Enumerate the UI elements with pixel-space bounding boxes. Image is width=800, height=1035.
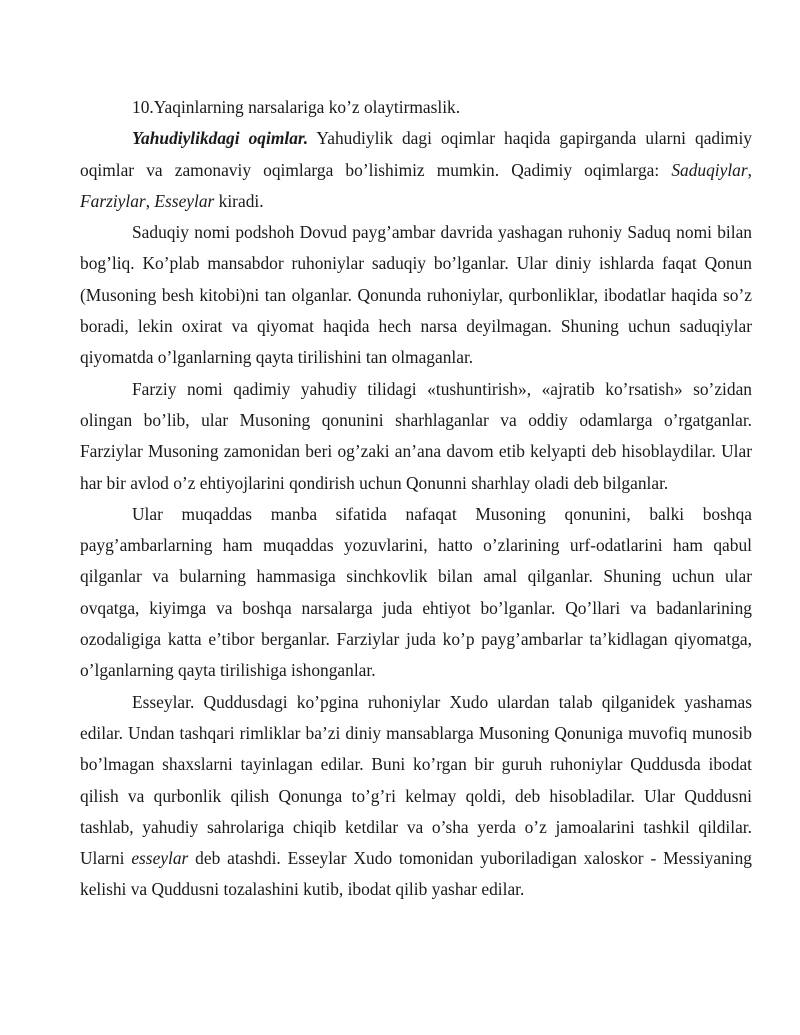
paragraph-text: kiradi.: [214, 190, 264, 211]
section-heading: Yahudiylikdagi oqimlar.: [132, 128, 309, 149]
document-page: [80, 92, 752, 906]
term-esseylar-italic: esseylar: [131, 848, 189, 869]
separator: ,: [747, 159, 752, 180]
paragraph-farziylar: Farziy nomi qadimiy yahudiy tilidagi «tushuntirish», «ajratib ko’rsatish» so’zidan olingan bo’lib, ular Musoning qonunini sharhlaganlar va oddiy odamlarga o’rgatganlar. Farziylar Musoning zamonidan beri og’zaki an’ana davom etib kelyapti deb hisoblaydilar. Ular har bir avlod o’z ehtiyojlarini qondirish uchun Qonunni sharhlay oladi deb bilganlar.: [80, 378, 752, 493]
paragraph-farziylar-beliefs: Ular muqaddas manba sifatida nafaqat Musoning qonunini, balki boshqa payg’ambarlarning ham muqaddas yozuvlarini, hatto o’zlarining urf-odatlarini ham qabul qilganlar va bularning hammasiga sinchkovlik bilan amal qilganlar. Shuning uchun ular ovqatga, kiyimga va boshqa narsalarga juda ehtiyot bo’lganlar. Qo’llari va badanlarining ozodaligiga katta e’tibor berganlar. Farziylar juda ko’p payg’ambarlar ta’kidlagan qiyomatga, o’lganlarning qayta tirilishiga ishonganlar.: [80, 503, 752, 681]
term-saduqiylar: Saduqiylar: [671, 159, 748, 180]
term-farziylar: Farziylar: [80, 190, 146, 211]
paragraph-text: Esseylar. Quddusdagi ko’pgina ruhoniylar Xudo ulardan talab qilganidek yashamas edilar. Undan tashqari rimliklar ba’zi diniy mansablarga Musoning Qonuniga muvofiq munosib bo’lmagan shaxslarni tayinlagan edilar. Buni ko’rgan bir guruh ruhoniylar Quddusda ibodat qilish va qurbonlik qilish Qonunga to’g’ri kelmay qoldi, deb hisobladilar. Ular Quddusni tashlab, yahudiy sahrolariga chiqib ketdilar va o’sha yerda o’z jamoalarini tashkil qildilar. Ularni: [80, 691, 752, 869]
paragraph-esseylar: [80, 687, 752, 906]
list-item-text: 10.Yaqinlarning narsalariga ko’z olaytirmaslik.: [132, 97, 461, 117]
paragraph-saduqiylar: Saduqiy nomi podshoh Dovud payg’ambar davrida yashagan ruhoniy Saduq nomi bilan bog’liq. Ko’plab mansabdor ruhoniylar saduqiy bo’lganlar. Ular diniy ishlarda faqat Qonun (Musoning besh kitobi)ni tan olganlar. Qonunda ruhoniylar, qurbonliklar, ibodatlar haqida so’z boradi, lekin oxirat va qiyomat haqida hech narsa deyilmagan. Shuning uchun saduqiylar qiyomatda o’lganlarning qayta tirilishini tan olmaganlar.: [80, 222, 752, 368]
paragraph-list-item-10: [80, 92, 752, 123]
separator: ,: [145, 190, 155, 211]
paragraph-text: Yahudiylik dagi oqimlar haqida gapirganda ularni qadimiy oqimlar va zamonaviy oqimlarga bo’lishimiz mumkin. Qadimiy oqimlarga:: [80, 128, 752, 180]
term-esseylar: Esseylar: [154, 190, 215, 211]
paragraph-intro-sects: [80, 123, 752, 217]
paragraph-text: deb atashdi. Esseylar Xudo tomonidan yuboriladigan xaloskor - Messiyaning kelishi va Quddusni tozalashini kutib, ibodat qilib yashar edilar.: [80, 848, 752, 900]
